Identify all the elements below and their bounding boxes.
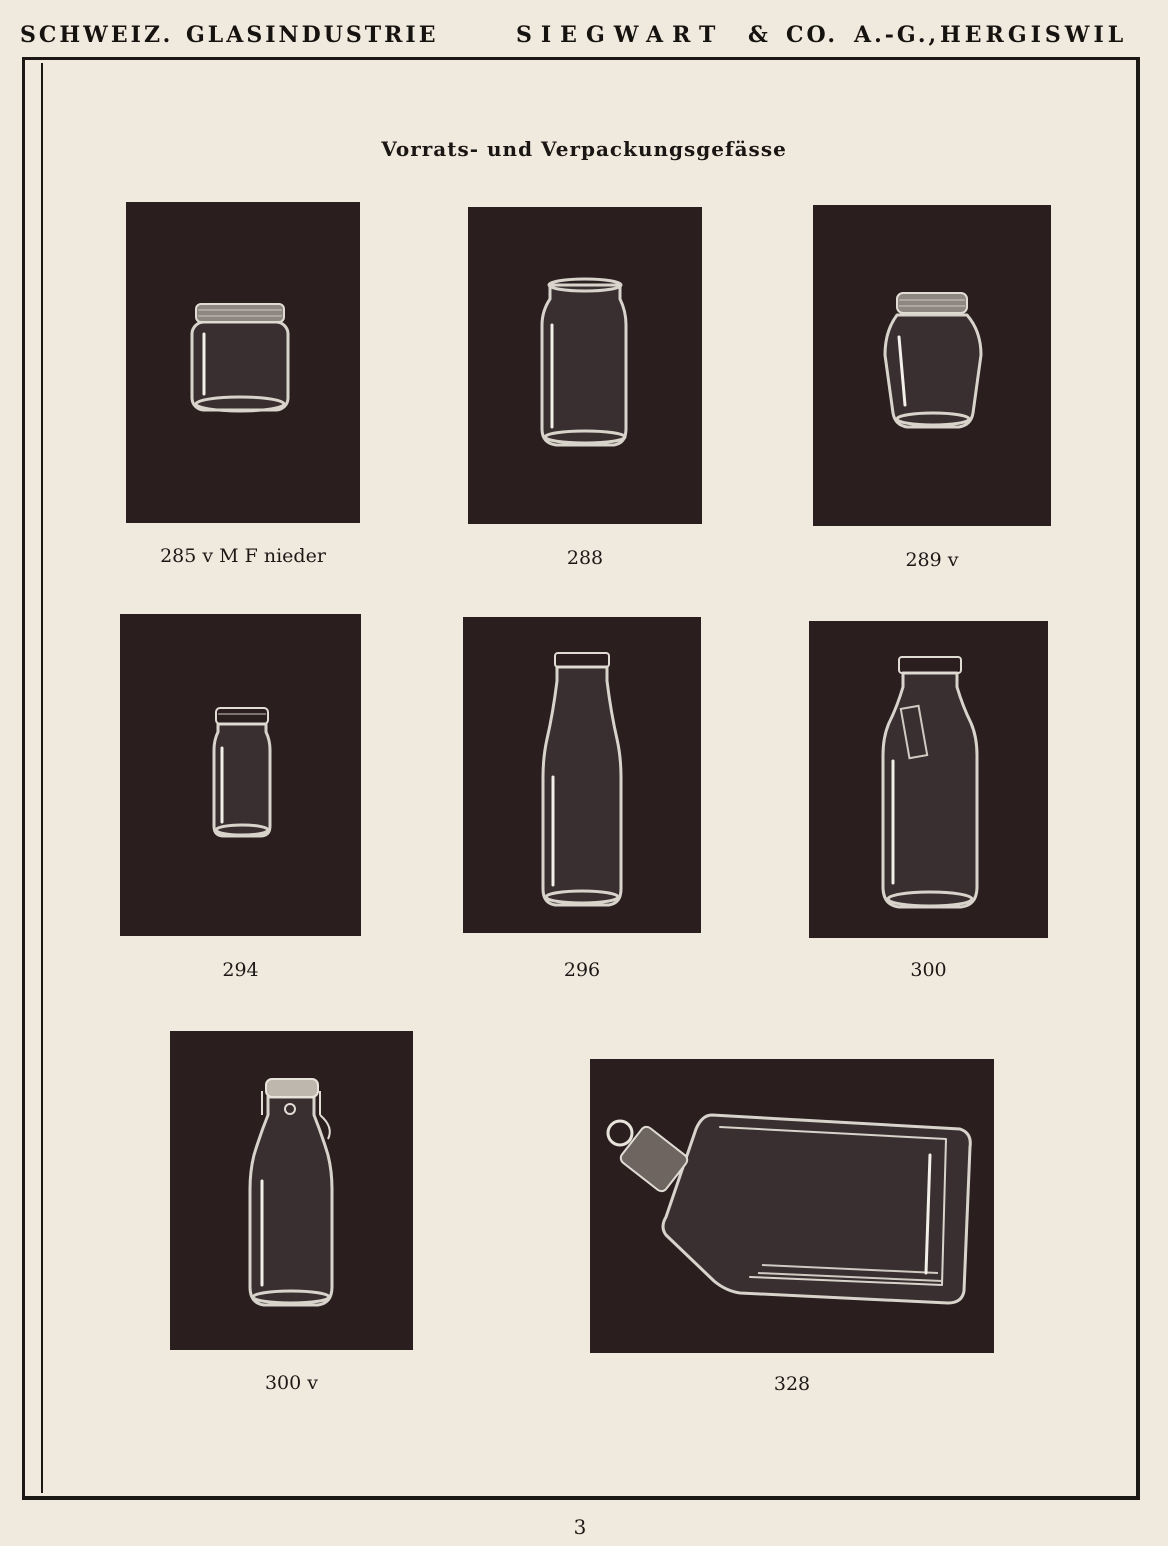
- product-label-300: 300: [910, 959, 947, 981]
- header-word-3: SIEGWART: [516, 22, 725, 48]
- product-label-328: 328: [773, 1373, 811, 1395]
- short-lidded-jar-icon: [126, 202, 360, 523]
- product-label-288: 288: [566, 547, 604, 569]
- square-bottle-icon: [590, 1059, 994, 1353]
- product-label-296: 296: [563, 959, 601, 981]
- product-label-285: 285 v M F nieder: [160, 545, 326, 567]
- header-word-6: A.-G.,: [854, 22, 940, 48]
- small-jar-icon: [120, 614, 361, 936]
- product-label-300v: 300 v: [264, 1372, 319, 1394]
- product-photo-294: [120, 614, 361, 936]
- product-photo-328: [590, 1059, 994, 1353]
- product-photo-285: [126, 202, 360, 523]
- header-word-7: HERGISWIL: [940, 22, 1128, 48]
- rounded-lidded-jar-icon: [813, 205, 1051, 526]
- product-photo-300v: [170, 1031, 413, 1350]
- tall-jar-icon: [468, 207, 702, 524]
- page-number: 3: [573, 1515, 587, 1539]
- product-label-289v: 289 v: [905, 549, 959, 571]
- tall-bottle-icon: [463, 617, 701, 933]
- catalog-header: [0, 22, 1168, 50]
- swing-top-bottle-icon: [170, 1031, 413, 1350]
- header-word-2: GLASINDUSTRIE: [186, 22, 439, 48]
- header-word-4: &: [748, 22, 771, 48]
- product-photo-288: [468, 207, 702, 524]
- header-word-5: CO.: [786, 22, 839, 48]
- product-label-294: 294: [222, 959, 259, 981]
- product-photo-289v: [813, 205, 1051, 526]
- milk-bottle-icon: [809, 621, 1048, 938]
- header-word-1: SCHWEIZ.: [20, 22, 174, 48]
- page-title: Vorrats- und Verpackungsgefässe: [381, 137, 787, 161]
- product-photo-296: [463, 617, 701, 933]
- product-photo-300: [809, 621, 1048, 938]
